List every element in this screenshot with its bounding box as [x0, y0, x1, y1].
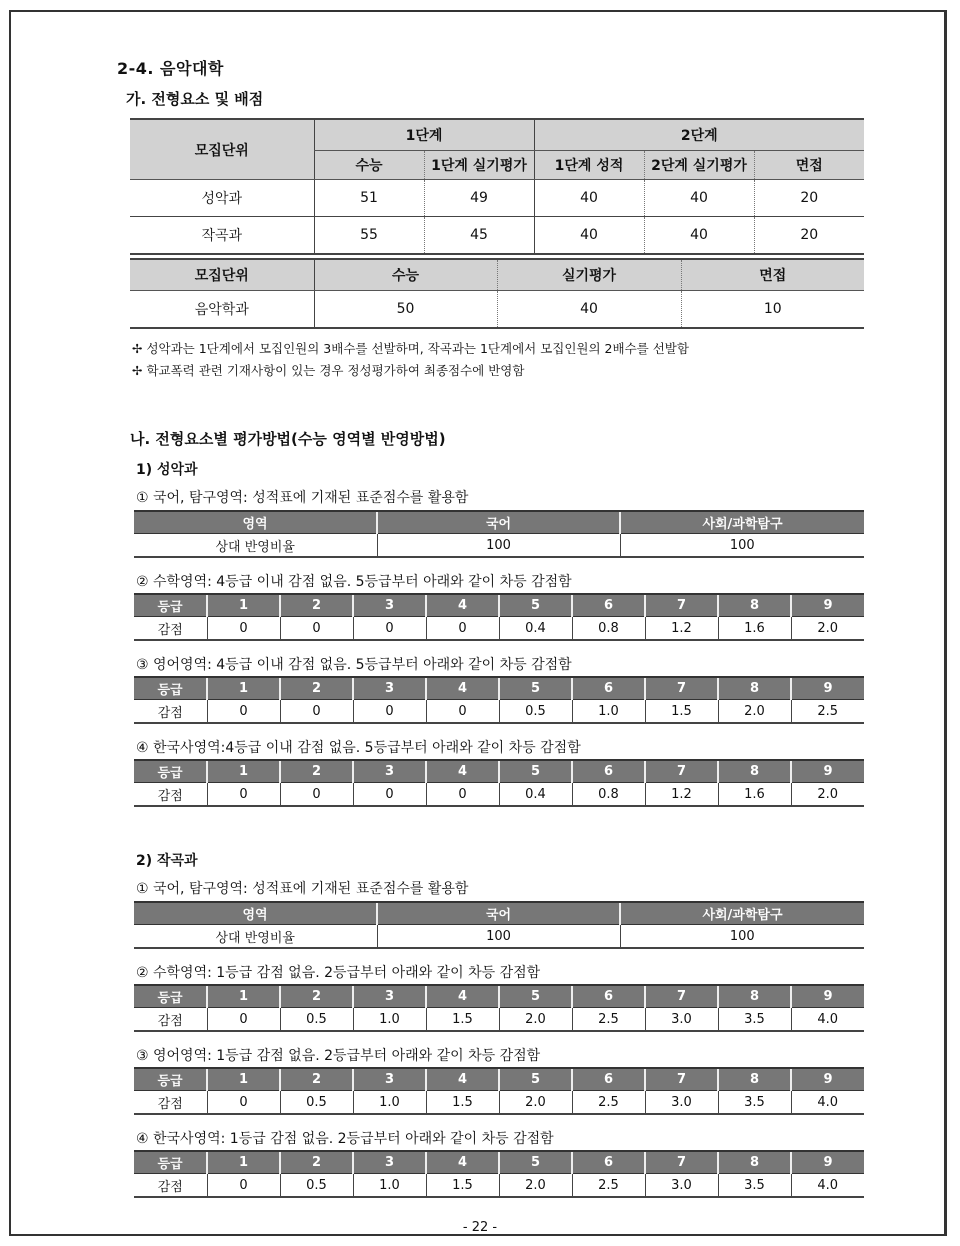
grade-deduction-table: [134, 1067, 864, 1115]
cell-value: 0: [280, 700, 353, 724]
cell-value: 1.0: [572, 700, 645, 724]
header-cell: 등급: [134, 594, 207, 617]
cell-value: 1.0: [353, 1091, 426, 1115]
scoring-table-musicology: [130, 258, 864, 329]
header-cell: 3: [353, 1151, 426, 1174]
cell-value: 1.6: [718, 783, 791, 807]
cell-value: 0: [207, 1008, 280, 1032]
header-cell: 등급: [134, 1068, 207, 1091]
item-description: ② 수학영역: 1등급 감점 없음. 2등급부터 아래와 같이 차등 감점함: [136, 965, 541, 981]
header-cell: 2: [280, 1068, 353, 1091]
item-description: ① 국어, 탐구영역: 성적표에 기재된 표준점수를 활용함: [136, 490, 469, 506]
table-row: [134, 783, 864, 807]
header-stage2: 2단계: [534, 119, 864, 151]
header-cell: 1단계 실기평가: [424, 151, 534, 180]
ratio-table: [134, 510, 864, 558]
header-cell: 4: [426, 1068, 499, 1091]
header-cell: 영역: [134, 902, 377, 925]
note-line: ✢ 성악과는 1단계에서 모집인원의 3배수를 선발하며, 작곡과는 1단계에서 모집인원의 2배수를 선발함: [132, 341, 689, 356]
header-cell: 1: [207, 760, 280, 783]
cell-value: 2.0: [499, 1174, 572, 1198]
cell-value: 감점: [157, 705, 183, 721]
table-row: [134, 925, 864, 949]
header-cell: 9: [791, 1151, 864, 1174]
cell-value: 0: [426, 617, 499, 641]
cell-value: 49: [424, 180, 534, 217]
cell-value: 0: [426, 783, 499, 807]
cell-value: 4.0: [791, 1174, 864, 1198]
cell-value: 40: [534, 180, 644, 217]
header-cell: 4: [426, 985, 499, 1008]
header-cell: 4: [426, 760, 499, 783]
grade-deduction-table: [134, 759, 864, 807]
header-cell: 면접: [754, 151, 864, 180]
table-row: [134, 1174, 864, 1198]
header-cell: 모집단위: [130, 259, 314, 291]
header-cell: 1: [207, 985, 280, 1008]
cell-value: 10: [681, 291, 864, 329]
cell-value: 1.5: [645, 700, 718, 724]
cell-value: 0: [280, 617, 353, 641]
header-cell: 영역: [134, 511, 377, 534]
cell-value: 2.5: [572, 1008, 645, 1032]
header-cell: 등급: [134, 760, 207, 783]
item-description: ④ 한국사영역: 1등급 감점 없음. 2등급부터 아래와 같이 차등 감점함: [136, 1131, 554, 1147]
header-cell: 1: [207, 594, 280, 617]
grade-deduction-table: [134, 984, 864, 1032]
cell-value: 상대 반영비율: [215, 930, 295, 946]
header-cell: 2: [280, 1151, 353, 1174]
header-cell: 3: [353, 985, 426, 1008]
table-row: [134, 700, 864, 724]
header-cell: 8: [718, 760, 791, 783]
item-description: ④ 한국사영역:4등급 이내 감점 없음. 5등급부터 아래와 같이 차등 감점함: [136, 740, 581, 756]
cell-value: 1.5: [426, 1008, 499, 1032]
header-cell: 7: [645, 1151, 718, 1174]
cell-value: 0.8: [572, 617, 645, 641]
subheading-a: 가. 전형요소 및 배점: [126, 90, 264, 108]
header-cell: 7: [645, 594, 718, 617]
item-description: ② 수학영역: 4등급 이내 감점 없음. 5등급부터 아래와 같이 차등 감점함: [136, 574, 572, 590]
header-cell: 8: [718, 1068, 791, 1091]
item-description: ③ 영어영역: 4등급 이내 감점 없음. 5등급부터 아래와 같이 차등 감점함: [136, 657, 572, 673]
header-cell: 2: [280, 985, 353, 1008]
header-cell: 국어: [377, 511, 620, 534]
cell-value: 1.6: [718, 617, 791, 641]
header-cell: 등급: [134, 1151, 207, 1174]
cell-value: 0: [353, 700, 426, 724]
header-stage1: 1단계: [314, 119, 534, 151]
table-row: [130, 217, 864, 255]
header-cell: 5: [499, 594, 572, 617]
header-cell: 6: [572, 677, 645, 700]
cell-value: 3.5: [718, 1174, 791, 1198]
cell-value: 0.5: [280, 1174, 353, 1198]
header-cell: 7: [645, 677, 718, 700]
header-cell: 3: [353, 760, 426, 783]
cell-value: 100: [377, 534, 620, 558]
cell-value: 100: [620, 534, 864, 558]
grade-deduction-table: [134, 1150, 864, 1198]
header-cell: 8: [718, 677, 791, 700]
header-cell: 사회/과학탐구: [620, 902, 864, 925]
cell-value: 4.0: [791, 1091, 864, 1115]
cell-value: 2.0: [499, 1008, 572, 1032]
header-cell: 2: [280, 677, 353, 700]
unit-name: 성악과: [130, 180, 314, 217]
subheading-b: 나. 전형요소별 평가방법(수능 영역별 반영방법): [130, 430, 446, 448]
ratio-table: [134, 901, 864, 949]
cell-value: 0: [280, 783, 353, 807]
grade-deduction-table: [134, 676, 864, 724]
header-cell: 9: [791, 760, 864, 783]
header-unit: 모집단위: [130, 119, 314, 180]
cell-value: 2.5: [791, 700, 864, 724]
cell-value: 3.0: [645, 1008, 718, 1032]
cell-value: 0.5: [280, 1008, 353, 1032]
cell-value: 2.0: [791, 783, 864, 807]
header-cell: 2단계 실기평가: [644, 151, 754, 180]
note-line: ✢ 학교폭력 관련 기재사항이 있는 경우 정성평가하여 최종점수에 반영함: [132, 363, 525, 378]
cell-value: 3.0: [645, 1091, 718, 1115]
header-cell: 6: [572, 594, 645, 617]
page-number: - 22 -: [462, 1220, 498, 1235]
cell-value: 감점: [157, 1179, 183, 1195]
cell-value: 51: [314, 180, 424, 217]
header-cell: 수능: [314, 151, 424, 180]
header-cell: 실기평가: [497, 259, 681, 291]
cell-value: 1.0: [353, 1174, 426, 1198]
table-row: [130, 180, 864, 217]
cell-value: 100: [377, 925, 620, 949]
table-row: [134, 617, 864, 641]
cell-value: 40: [497, 291, 681, 329]
item-description: ③ 영어영역: 1등급 감점 없음. 2등급부터 아래와 같이 차등 감점함: [136, 1048, 541, 1064]
cell-value: 1.5: [426, 1091, 499, 1115]
cell-value: 20: [754, 180, 864, 217]
header-cell: 7: [645, 760, 718, 783]
header-cell: 1: [207, 1068, 280, 1091]
header-cell: 사회/과학탐구: [620, 511, 864, 534]
header-cell: 수능: [314, 259, 497, 291]
header-cell: 8: [718, 1151, 791, 1174]
cell-value: 2.0: [718, 700, 791, 724]
header-cell: 3: [353, 1068, 426, 1091]
section-title: 2) 작곡과: [136, 853, 198, 869]
cell-value: 0: [207, 783, 280, 807]
cell-value: 50: [314, 291, 497, 329]
grade-deduction-table: [134, 593, 864, 641]
section-heading: 2-4. 음악대학: [117, 59, 224, 78]
cell-value: 0: [426, 700, 499, 724]
header-cell: 7: [645, 985, 718, 1008]
cell-value: 0: [207, 1174, 280, 1198]
cell-value: 1.2: [645, 617, 718, 641]
table-row: [130, 291, 864, 329]
cell-value: 0: [207, 1091, 280, 1115]
cell-value: 0: [207, 700, 280, 724]
cell-value: 40: [644, 217, 754, 255]
cell-value: 40: [644, 180, 754, 217]
header-cell: 5: [499, 1151, 572, 1174]
cell-value: 1.2: [645, 783, 718, 807]
cell-value: 2.5: [572, 1091, 645, 1115]
table-row: [134, 1091, 864, 1115]
cell-value: 100: [620, 925, 864, 949]
cell-value: 40: [534, 217, 644, 255]
header-cell: 6: [572, 1151, 645, 1174]
table-row: [134, 1008, 864, 1032]
header-cell: 3: [353, 677, 426, 700]
cell-value: 0.8: [572, 783, 645, 807]
header-cell: 국어: [377, 902, 620, 925]
header-cell: 4: [426, 594, 499, 617]
cell-value: 0: [353, 783, 426, 807]
cell-value: 감점: [157, 622, 183, 638]
header-cell: 면접: [681, 259, 864, 291]
header-cell: 등급: [134, 985, 207, 1008]
header-cell: 6: [572, 985, 645, 1008]
header-cell: 8: [718, 594, 791, 617]
header-cell: 1: [207, 1151, 280, 1174]
header-cell: 9: [791, 1068, 864, 1091]
header-cell: 6: [572, 760, 645, 783]
cell-value: 1.0: [353, 1008, 426, 1032]
cell-value: 2.5: [572, 1174, 645, 1198]
header-cell: 등급: [134, 677, 207, 700]
cell-value: 감점: [157, 788, 183, 804]
scoring-table-stage: [130, 118, 864, 255]
header-cell: 4: [426, 677, 499, 700]
header-cell: 4: [426, 1151, 499, 1174]
cell-value: 4.0: [791, 1008, 864, 1032]
header-cell: 1단계 성적: [534, 151, 644, 180]
header-cell: 9: [791, 594, 864, 617]
header-cell: 6: [572, 1068, 645, 1091]
item-description: ① 국어, 탐구영역: 성적표에 기재된 표준점수를 활용함: [136, 881, 469, 897]
cell-value: 2.0: [791, 617, 864, 641]
cell-value: 3.5: [718, 1008, 791, 1032]
cell-value: 상대 반영비율: [215, 539, 295, 555]
cell-value: 2.0: [499, 1091, 572, 1115]
header-cell: 2: [280, 760, 353, 783]
cell-value: 0.4: [499, 783, 572, 807]
header-cell: 5: [499, 985, 572, 1008]
header-cell: 9: [791, 677, 864, 700]
cell-value: 0: [207, 617, 280, 641]
header-cell: 5: [499, 677, 572, 700]
cell-value: 0.4: [499, 617, 572, 641]
cell-value: 3.0: [645, 1174, 718, 1198]
table-row: [134, 534, 864, 558]
cell-value: 20: [754, 217, 864, 255]
cell-value: 감점: [157, 1096, 183, 1112]
unit-name: 작곡과: [130, 217, 314, 255]
header-cell: 9: [791, 985, 864, 1008]
header-cell: 7: [645, 1068, 718, 1091]
header-cell: 8: [718, 985, 791, 1008]
cell-value: 55: [314, 217, 424, 255]
cell-value: 0: [353, 617, 426, 641]
cell-value: 45: [424, 217, 534, 255]
header-cell: 3: [353, 594, 426, 617]
cell-value: 1.5: [426, 1174, 499, 1198]
cell-value: 0.5: [499, 700, 572, 724]
unit-name: 음악학과: [194, 302, 249, 318]
header-cell: 2: [280, 594, 353, 617]
cell-value: 감점: [157, 1013, 183, 1029]
header-cell: 1: [207, 677, 280, 700]
header-cell: 5: [499, 1068, 572, 1091]
cell-value: 3.5: [718, 1091, 791, 1115]
cell-value: 0.5: [280, 1091, 353, 1115]
section-title: 1) 성악과: [136, 462, 198, 478]
header-cell: 5: [499, 760, 572, 783]
